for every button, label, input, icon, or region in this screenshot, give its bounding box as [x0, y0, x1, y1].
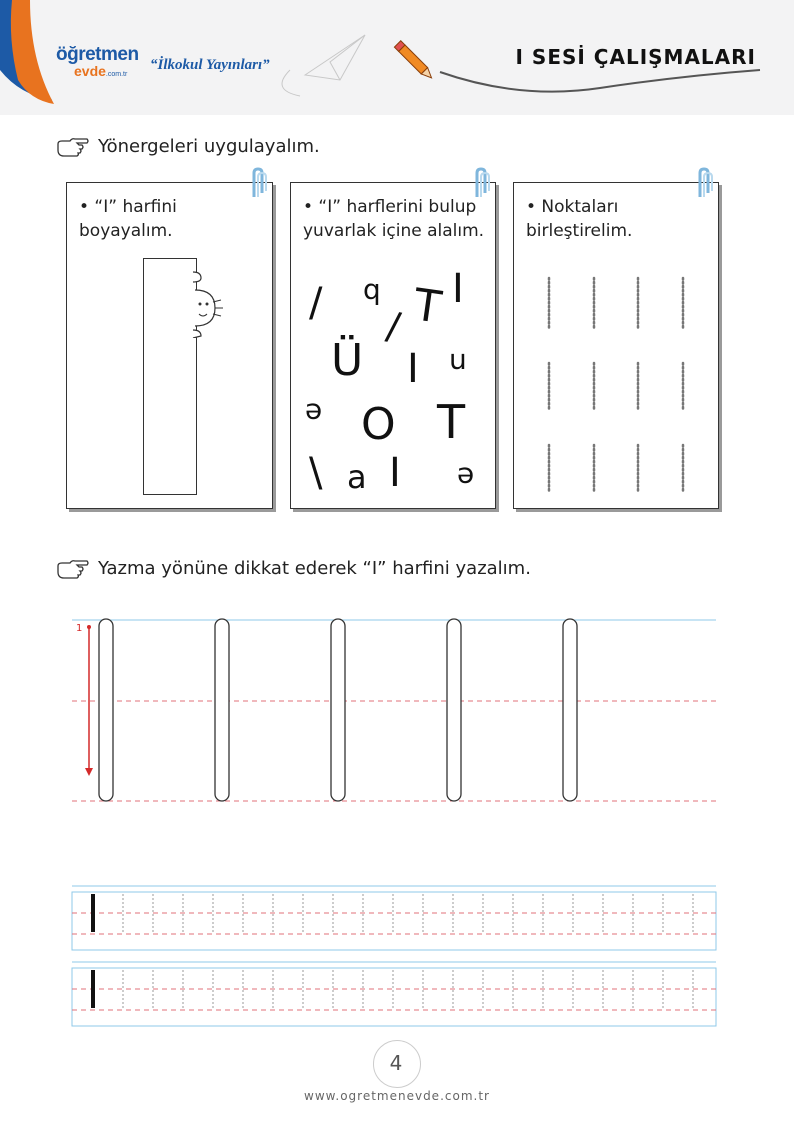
large-writing-guide — [0, 600, 794, 820]
scattered-letter[interactable]: T — [410, 279, 445, 334]
peeking-character-icon — [185, 268, 225, 338]
stroke-order-number: 1 — [76, 623, 83, 634]
paper-clip-icon — [248, 167, 270, 201]
scattered-letter[interactable]: I — [407, 346, 419, 392]
logo-bottom: evde — [74, 63, 106, 79]
card-color-letter — [66, 182, 273, 509]
card-3-text: • Noktaları birleştirelim. — [526, 197, 633, 241]
logo — [56, 45, 139, 82]
card-connect-dots — [513, 182, 719, 509]
scattered-letter[interactable]: T — [437, 395, 466, 449]
publisher-name: “İlkokul Yayınları” — [150, 57, 270, 73]
scattered-letter[interactable]: e — [305, 397, 323, 430]
pointing-hand-icon — [56, 558, 90, 582]
practice-rows — [0, 880, 794, 1030]
logo-top: öğretmen — [56, 44, 139, 65]
scattered-letter[interactable]: Ü — [331, 335, 364, 386]
page-title: I SESİ ÇALIŞMALARI — [515, 45, 756, 69]
section1-instruction: Yönergeleri uygulayalım. — [98, 136, 320, 157]
card-find-letters — [290, 182, 496, 509]
page-number: 4 — [389, 1051, 403, 1075]
scattered-letter[interactable]: \ — [309, 450, 323, 496]
scattered-letter[interactable]: O — [361, 399, 396, 450]
scattered-letter[interactable]: / — [309, 280, 323, 326]
scattered-letter[interactable]: / — [383, 303, 404, 349]
scattered-letter[interactable]: n — [449, 347, 467, 380]
dotted-lines — [514, 183, 718, 508]
scattered-letter[interactable]: I — [389, 450, 401, 496]
footer-url[interactable]: www.ogretmenevde.com.tr — [304, 1089, 490, 1103]
logo-domain: .com.tr — [105, 71, 128, 78]
scattered-letter[interactable]: e — [457, 461, 475, 494]
card-2-text: • “I” harflerini bulup yuvarlak içine alalım. — [303, 197, 485, 241]
pointing-hand-icon — [56, 136, 90, 160]
scattered-letter[interactable]: a — [347, 458, 367, 496]
scattered-letter[interactable]: I — [452, 266, 464, 312]
section2-instruction: Yazma yönüne dikkat ederek “I” harfini yazalım. — [98, 558, 531, 579]
scattered-letter[interactable]: b — [363, 277, 381, 310]
card-1-text: • “I” harfini boyayalım. — [79, 197, 177, 241]
